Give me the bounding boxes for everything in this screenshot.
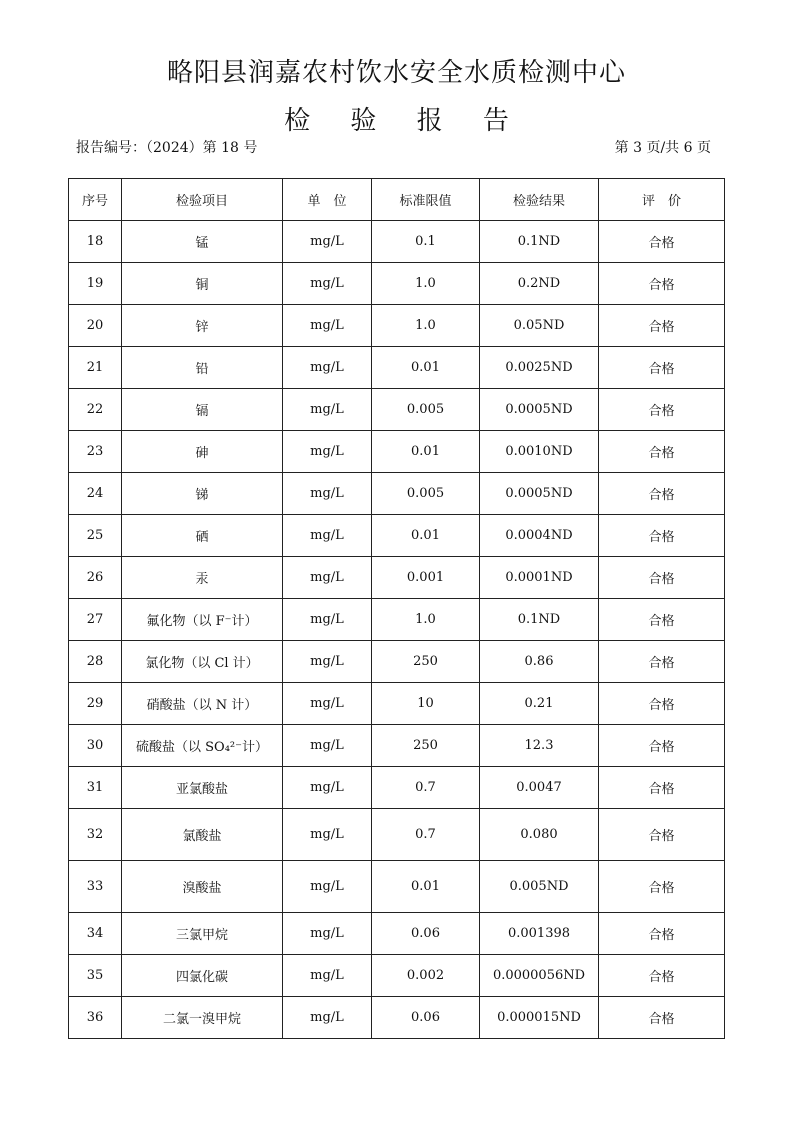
cell-unit: mg/L <box>283 861 372 913</box>
cell-unit: mg/L <box>283 683 372 725</box>
cell-limit: 1.0 <box>372 305 480 347</box>
report-number: 报告编号：（2024）第 18 号 <box>76 140 258 156</box>
cell-result: 0.0047 <box>480 767 599 809</box>
cell-result: 0.0000056ND <box>480 955 599 997</box>
cell-no: 27 <box>69 599 122 641</box>
cell-eval: 合格 <box>599 767 725 809</box>
cell-no: 33 <box>69 861 122 913</box>
cell-unit: mg/L <box>283 515 372 557</box>
cell-item: 锌 <box>122 305 283 347</box>
col-header-result: 检验结果 <box>480 179 599 221</box>
cell-unit: mg/L <box>283 473 372 515</box>
cell-limit: 0.01 <box>372 861 480 913</box>
table-row <box>69 913 725 955</box>
cell-item: 氟化物（以 F⁻计） <box>122 599 283 641</box>
cell-item: 硝酸盐（以 N 计） <box>122 683 283 725</box>
cell-result: 0.1ND <box>480 221 599 263</box>
cell-no: 22 <box>69 389 122 431</box>
cell-unit: mg/L <box>283 431 372 473</box>
cell-result: 0.0025ND <box>480 347 599 389</box>
table-row <box>69 809 725 861</box>
cell-no: 19 <box>69 263 122 305</box>
cell-eval: 合格 <box>599 599 725 641</box>
cell-item: 砷 <box>122 431 283 473</box>
cell-limit: 0.7 <box>372 809 480 861</box>
table-row <box>69 997 725 1039</box>
cell-limit: 0.01 <box>372 431 480 473</box>
cell-limit: 0.7 <box>372 767 480 809</box>
cell-unit: mg/L <box>283 221 372 263</box>
cell-eval: 合格 <box>599 347 725 389</box>
cell-unit: mg/L <box>283 641 372 683</box>
cell-item: 四氯化碳 <box>122 955 283 997</box>
cell-item: 二氯一溴甲烷 <box>122 997 283 1039</box>
cell-unit: mg/L <box>283 557 372 599</box>
table-row <box>69 431 725 473</box>
table-row <box>69 473 725 515</box>
cell-limit: 0.01 <box>372 347 480 389</box>
cell-result: 0.000015ND <box>480 997 599 1039</box>
cell-no: 30 <box>69 725 122 767</box>
table-row <box>69 641 725 683</box>
table-row <box>69 557 725 599</box>
cell-unit: mg/L <box>283 767 372 809</box>
table-row <box>69 955 725 997</box>
cell-no: 32 <box>69 809 122 861</box>
cell-eval: 合格 <box>599 861 725 913</box>
cell-limit: 0.06 <box>372 913 480 955</box>
cell-unit: mg/L <box>283 263 372 305</box>
cell-result: 0.005ND <box>480 861 599 913</box>
cell-unit: mg/L <box>283 347 372 389</box>
table-row <box>69 767 725 809</box>
table-row <box>69 221 725 263</box>
cell-result: 0.1ND <box>480 599 599 641</box>
cell-eval: 合格 <box>599 809 725 861</box>
table-row <box>69 305 725 347</box>
cell-eval: 合格 <box>599 263 725 305</box>
cell-item: 亚氯酸盐 <box>122 767 283 809</box>
col-header-eval: 评 价 <box>599 179 725 221</box>
cell-no: 35 <box>69 955 122 997</box>
cell-eval: 合格 <box>599 725 725 767</box>
report-title: 检 验 报 告 <box>284 106 525 136</box>
cell-result: 0.0010ND <box>480 431 599 473</box>
cell-unit: mg/L <box>283 913 372 955</box>
cell-item: 镉 <box>122 389 283 431</box>
cell-eval: 合格 <box>599 389 725 431</box>
table-row <box>69 683 725 725</box>
cell-unit: mg/L <box>283 725 372 767</box>
cell-no: 28 <box>69 641 122 683</box>
cell-eval: 合格 <box>599 221 725 263</box>
page-indicator: 第 3 页/共 6 页 <box>614 140 711 156</box>
cell-item: 溴酸盐 <box>122 861 283 913</box>
cell-item: 汞 <box>122 557 283 599</box>
cell-unit: mg/L <box>283 305 372 347</box>
cell-no: 26 <box>69 557 122 599</box>
table-row <box>69 389 725 431</box>
table-row <box>69 599 725 641</box>
cell-item: 硒 <box>122 515 283 557</box>
cell-eval: 合格 <box>599 641 725 683</box>
cell-no: 20 <box>69 305 122 347</box>
cell-unit: mg/L <box>283 955 372 997</box>
cell-result: 0.86 <box>480 641 599 683</box>
cell-limit: 0.002 <box>372 955 480 997</box>
cell-unit: mg/L <box>283 997 372 1039</box>
table-body <box>69 221 725 1039</box>
cell-result: 0.2ND <box>480 263 599 305</box>
cell-limit: 1.0 <box>372 263 480 305</box>
cell-no: 24 <box>69 473 122 515</box>
cell-limit: 250 <box>372 725 480 767</box>
cell-limit: 0.01 <box>372 515 480 557</box>
cell-no: 36 <box>69 997 122 1039</box>
cell-limit: 250 <box>372 641 480 683</box>
col-header-limit: 标准限值 <box>372 179 480 221</box>
cell-result: 0.0005ND <box>480 473 599 515</box>
cell-unit: mg/L <box>283 389 372 431</box>
cell-limit: 1.0 <box>372 599 480 641</box>
cell-no: 18 <box>69 221 122 263</box>
cell-eval: 合格 <box>599 473 725 515</box>
cell-item: 锰 <box>122 221 283 263</box>
col-header-unit: 单 位 <box>283 179 372 221</box>
cell-limit: 0.005 <box>372 473 480 515</box>
cell-result: 0.080 <box>480 809 599 861</box>
cell-limit: 0.001 <box>372 557 480 599</box>
cell-no: 31 <box>69 767 122 809</box>
cell-item: 铅 <box>122 347 283 389</box>
cell-no: 21 <box>69 347 122 389</box>
cell-eval: 合格 <box>599 515 725 557</box>
cell-item: 锑 <box>122 473 283 515</box>
cell-result: 0.0001ND <box>480 557 599 599</box>
cell-item: 氯化物（以 Cl 计） <box>122 641 283 683</box>
cell-eval: 合格 <box>599 955 725 997</box>
cell-result: 0.0004ND <box>480 515 599 557</box>
table-row <box>69 347 725 389</box>
cell-item: 三氯甲烷 <box>122 913 283 955</box>
table-row <box>69 861 725 913</box>
table-row <box>69 515 725 557</box>
col-header-item: 检验项目 <box>122 179 283 221</box>
col-header-no: 序号 <box>69 179 122 221</box>
cell-no: 23 <box>69 431 122 473</box>
cell-limit: 0.1 <box>372 221 480 263</box>
cell-limit: 0.06 <box>372 997 480 1039</box>
cell-result: 0.21 <box>480 683 599 725</box>
results-table <box>68 178 725 1039</box>
cell-result: 12.3 <box>480 725 599 767</box>
cell-item: 铜 <box>122 263 283 305</box>
cell-no: 29 <box>69 683 122 725</box>
cell-eval: 合格 <box>599 683 725 725</box>
table-header-row <box>69 179 725 221</box>
cell-eval: 合格 <box>599 431 725 473</box>
cell-unit: mg/L <box>283 809 372 861</box>
cell-limit: 0.005 <box>372 389 480 431</box>
cell-eval: 合格 <box>599 913 725 955</box>
cell-no: 34 <box>69 913 122 955</box>
table-row <box>69 263 725 305</box>
table-row <box>69 725 725 767</box>
cell-result: 0.001398 <box>480 913 599 955</box>
cell-item: 硫酸盐（以 SO₄²⁻计） <box>122 725 283 767</box>
cell-eval: 合格 <box>599 305 725 347</box>
cell-item: 氯酸盐 <box>122 809 283 861</box>
cell-unit: mg/L <box>283 599 372 641</box>
cell-no: 25 <box>69 515 122 557</box>
cell-eval: 合格 <box>599 997 725 1039</box>
cell-result: 0.0005ND <box>480 389 599 431</box>
cell-eval: 合格 <box>599 557 725 599</box>
report-org-title: 略阳县润嘉农村饮水安全水质检测中心 <box>166 58 626 88</box>
cell-result: 0.05ND <box>480 305 599 347</box>
cell-limit: 10 <box>372 683 480 725</box>
